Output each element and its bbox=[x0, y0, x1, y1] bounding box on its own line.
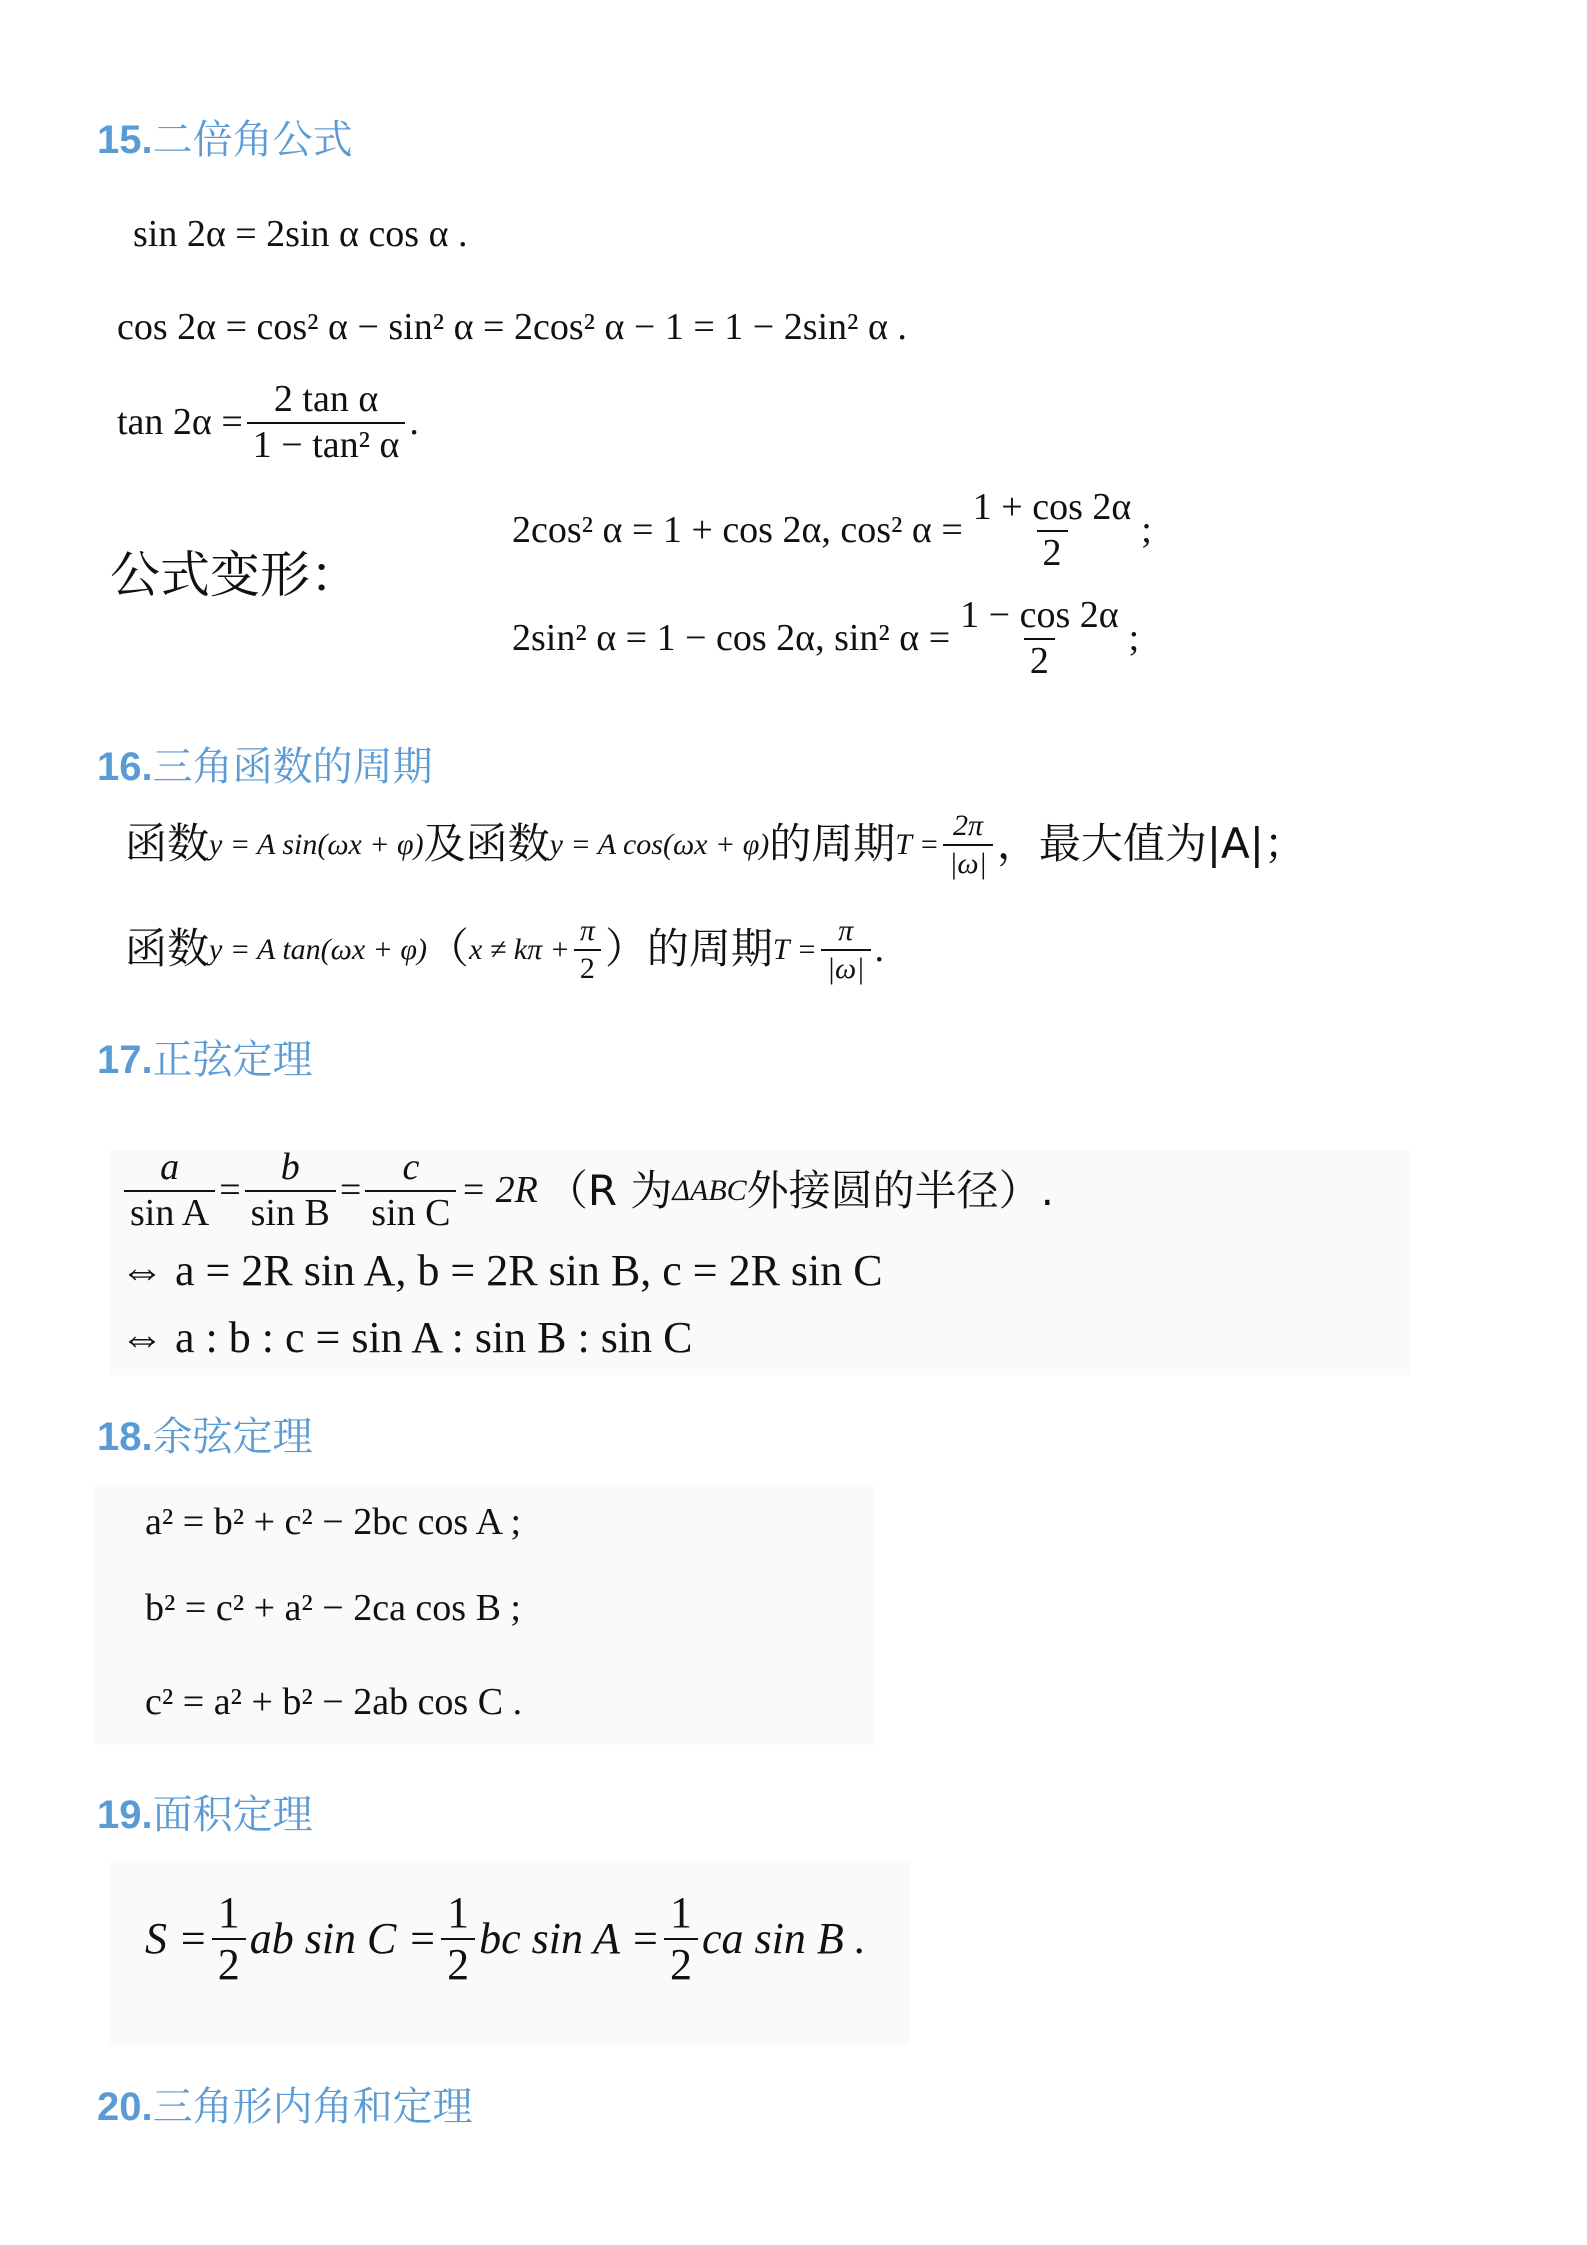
heading-19 bbox=[97, 1791, 313, 1839]
heading-20 bbox=[97, 2083, 473, 2131]
term-ca: ca sin B . bbox=[701, 1913, 866, 1963]
heading-title: 正弦定理 bbox=[152, 1038, 313, 1082]
formula-tan2a bbox=[117, 380, 419, 466]
area-formula bbox=[145, 1890, 866, 1988]
numerator: c bbox=[402, 1146, 420, 1188]
text: 及函数 bbox=[423, 819, 550, 869]
numerator: 2π bbox=[953, 809, 984, 842]
heading-title: 余弦定理 bbox=[152, 1415, 313, 1459]
fraction bbox=[954, 596, 1125, 682]
formula-cos2a: cos 2α = cos² α − sin² α = 2cos² α − 1 = 1 − 2sin² α . bbox=[117, 306, 907, 348]
denominator: 2 bbox=[664, 1938, 698, 1988]
sine-law-line-3: ⇔ a : b : c = sin A : sin B : sin C bbox=[120, 1313, 693, 1362]
fraction-half bbox=[664, 1890, 698, 1988]
fraction bbox=[245, 1148, 336, 1234]
transform-label: 公式变形： bbox=[110, 546, 360, 604]
fraction bbox=[574, 915, 601, 984]
fraction-half bbox=[212, 1890, 246, 1988]
heading-number: 15. bbox=[97, 118, 153, 162]
text: 函数 bbox=[125, 924, 210, 974]
note-end: 外接圆的半径）. bbox=[746, 1165, 1055, 1215]
numerator: 1 bbox=[447, 1888, 470, 1937]
period-line-1 bbox=[125, 810, 1306, 879]
heading-number: 17. bbox=[97, 1038, 153, 1082]
semicolon: ; bbox=[1141, 509, 1152, 552]
formula-cos: y = A cos(ωx + φ) bbox=[549, 827, 770, 861]
denominator: sin B bbox=[245, 1190, 336, 1234]
denominator: 1 − tan² α bbox=[247, 422, 406, 466]
numerator: 1 bbox=[217, 1888, 240, 1937]
formula-tan: y = A tan(ωx + φ) bbox=[209, 932, 427, 966]
fraction bbox=[247, 380, 406, 466]
formula-sin2a: sin 2α = 2sin α cos α . bbox=[133, 213, 468, 255]
cosine-law-c: c² = a² + b² − 2ab cos C . bbox=[145, 1681, 523, 1723]
transform-lhs: 2sin² α = 1 − cos 2α, sin² α = bbox=[512, 617, 951, 660]
text: ，最大值为|A|； bbox=[996, 819, 1306, 869]
area-S: S = bbox=[145, 1913, 208, 1963]
equals-2R: = 2R bbox=[460, 1169, 538, 1212]
heading-number: 16. bbox=[97, 745, 153, 789]
heading-title: 三角函数的周期 bbox=[152, 745, 433, 789]
transform-line-1 bbox=[512, 488, 1152, 574]
sine-law-line-1: $\frac{a}{\text{sin A}}$ = $\frac{b}{\text{sin B}}$ = $\frac{c}{\text{sin C}}$ = 2R （R 为 ΔABC 外接圆的半径）. bbox=[120, 1148, 1054, 1234]
semicolon: ; bbox=[1128, 617, 1140, 660]
tan2a-lhs: tan 2α = bbox=[117, 401, 243, 444]
heading-15 bbox=[97, 116, 353, 164]
sine-law-line-2: ⇔ a = 2R sin A, b = 2R sin B, c = 2R sin C bbox=[120, 1246, 883, 1295]
heading-title: 三角形内角和定理 bbox=[152, 2085, 473, 2129]
heading-number: 19. bbox=[97, 1793, 153, 1837]
heading-18 bbox=[97, 1413, 313, 1461]
heading-number: 20. bbox=[97, 2085, 153, 2129]
heading-16 bbox=[97, 743, 433, 791]
numerator: π bbox=[579, 914, 595, 947]
heading-title: 二倍角公式 bbox=[152, 118, 353, 162]
formula-sin: y = A sin(ωx + φ) bbox=[209, 827, 424, 861]
period-T: T = bbox=[895, 827, 940, 861]
numerator: 2 tan α bbox=[273, 378, 379, 420]
heading-17 bbox=[97, 1036, 313, 1084]
text: 函数 bbox=[125, 819, 210, 869]
transform-lhs: 2cos² α = 1 + cos 2α, cos² α = bbox=[512, 509, 963, 552]
triangle-abc: ΔABC bbox=[672, 1173, 747, 1207]
fraction bbox=[365, 1148, 456, 1234]
denominator: sin C bbox=[365, 1190, 456, 1234]
fraction bbox=[124, 1148, 215, 1234]
text: ）的周期 bbox=[604, 924, 773, 974]
term-bc: bc sin A = bbox=[479, 1913, 660, 1963]
fraction bbox=[967, 488, 1138, 574]
denominator: |ω| bbox=[821, 949, 871, 985]
denominator: 2 bbox=[212, 1938, 246, 1988]
fraction-half bbox=[441, 1890, 475, 1988]
period-line-2 bbox=[125, 915, 884, 984]
numerator: 1 bbox=[669, 1888, 692, 1937]
text: 的周期 bbox=[769, 819, 896, 869]
numerator: b bbox=[280, 1146, 300, 1188]
numerator: 1 + cos 2α bbox=[972, 486, 1132, 528]
heading-number: 18. bbox=[97, 1415, 153, 1459]
denominator: 2 bbox=[1024, 638, 1055, 682]
numerator: 1 − cos 2α bbox=[960, 594, 1119, 636]
cosine-law-a: a² = b² + c² − 2bc cos A ; bbox=[145, 1501, 522, 1543]
period: . bbox=[874, 927, 884, 970]
transform-line-2 bbox=[512, 596, 1139, 682]
numerator: a bbox=[160, 1146, 180, 1188]
period: . bbox=[409, 401, 419, 444]
term-ab: ab sin C = bbox=[249, 1913, 438, 1963]
period-T: T = bbox=[772, 932, 817, 966]
denominator: |ω| bbox=[943, 844, 993, 880]
fraction bbox=[821, 915, 871, 984]
denominator: 2 bbox=[1037, 530, 1068, 574]
fraction bbox=[943, 810, 993, 879]
condition: x ≠ kπ + bbox=[469, 932, 570, 966]
heading-title: 面积定理 bbox=[152, 1793, 313, 1837]
cosine-law-b: b² = c² + a² − 2ca cos B ; bbox=[145, 1587, 521, 1629]
denominator: 2 bbox=[441, 1938, 475, 1988]
denominator: sin A bbox=[124, 1190, 215, 1234]
denominator: 2 bbox=[574, 949, 601, 985]
numerator: π bbox=[838, 914, 854, 947]
text: （ bbox=[426, 924, 469, 974]
note: （R 为 bbox=[545, 1165, 673, 1215]
